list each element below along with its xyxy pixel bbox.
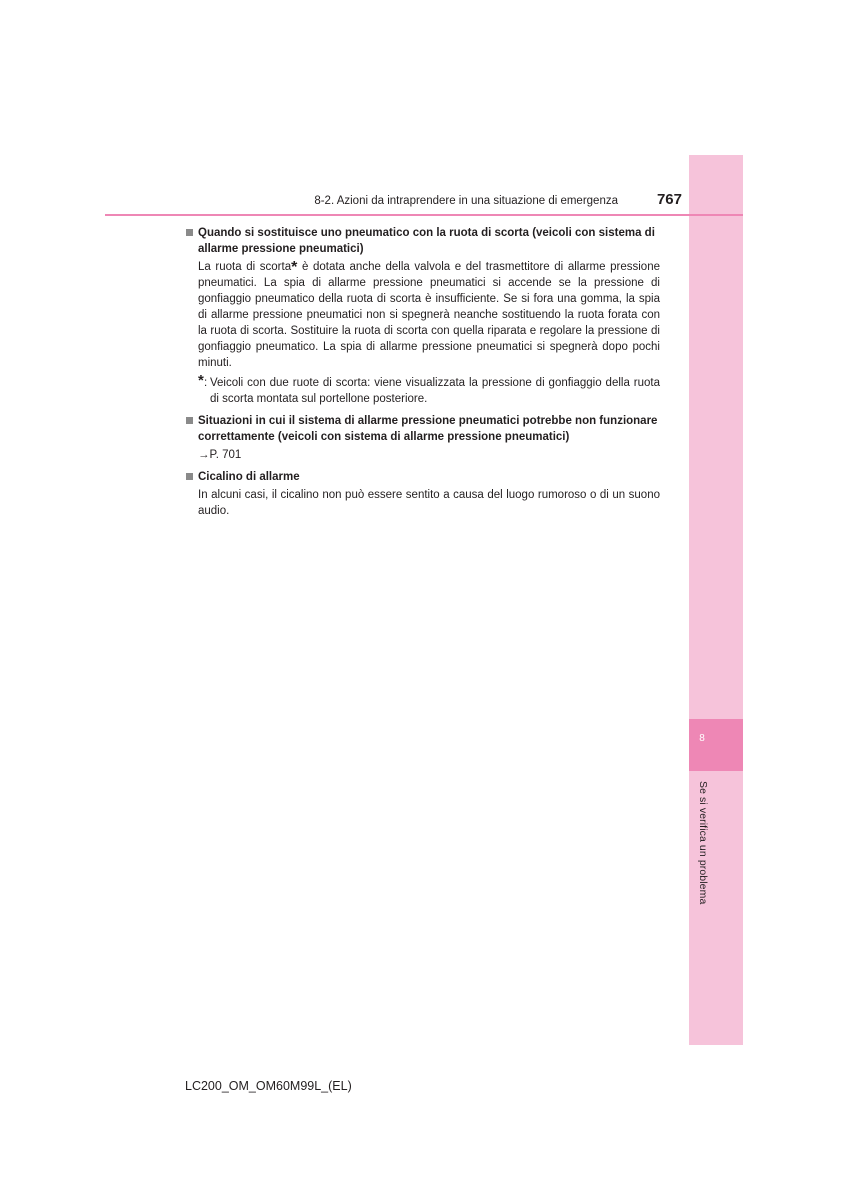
section-body: In alcuni casi, il cicalino non può essere sentito a causa del luogo rumoroso o di un suono audio.	[198, 489, 660, 517]
footnote-text: Veicoli con due ruote di scorta: viene visualizzata la pressione di gonfiaggio della ruota di scorta montata sul portellone posteriore.	[210, 377, 660, 405]
square-bullet-icon	[186, 229, 193, 236]
body-text-start: La ruota di scorta	[198, 261, 292, 273]
body-text-rest: è dotata anche della valvola e del trasmettitore di allarme pressione pneumatici. La spia di allarme pressione pneumatici si accende se la pressione di gonfiaggio pneumatico della ruota di scorta è insufficiente. Se si fora una gomma, la spia di allarme pressione pneumatici non si spegnerà neanche sostituendo la ruota forata con la ruota di scorta. Sostituire la ruota di scorta con quella riparata e regolare la pressione di gonfiaggio pneumatico. La spia di allarme pressione pneumatici si spegnerà dopo pochi minuti.	[198, 261, 660, 369]
heading-text: Cicalino di allarme	[198, 471, 300, 483]
footnote-reference-mark: *	[291, 259, 298, 276]
chapter-side-tab	[689, 155, 743, 1045]
chapter-number-box	[689, 719, 743, 771]
section-heading	[186, 413, 660, 445]
footnote-colon: :	[204, 377, 208, 389]
footnote	[198, 372, 660, 407]
chapter-number: 8	[699, 733, 705, 744]
section-warning-buzzer	[186, 469, 660, 519]
footnote-mark: *	[198, 372, 204, 389]
square-bullet-icon	[186, 417, 193, 424]
section-tpms-malfunction	[186, 413, 660, 463]
heading-text: Quando si sostituisce uno pneumatico con la ruota di scorta (veicoli con sistema di allarme pressione pneumatici)	[198, 227, 655, 255]
page-content	[186, 225, 660, 525]
section-spare-tire	[186, 225, 660, 407]
page-reference-link[interactable]: →P. 701	[198, 449, 242, 461]
chapter-title: Se si verifica un problema	[697, 781, 709, 905]
header-section-title: 8-2. Azioni da intraprendere in una situazione di emergenza	[314, 195, 618, 207]
page-number: 767	[656, 191, 682, 208]
footer-document-code: LC200_OM_OM60M99L_(EL)	[185, 1079, 352, 1093]
heading-text: Situazioni in cui il sistema di allarme pressione pneumatici potrebbe non funzionare correttamente (veicoli con sistema di allarme pressione pneumatici)	[198, 415, 658, 443]
header-divider	[105, 214, 743, 216]
square-bullet-icon	[186, 473, 193, 480]
section-heading	[186, 225, 660, 257]
section-heading	[186, 469, 660, 485]
section-body	[198, 259, 660, 371]
